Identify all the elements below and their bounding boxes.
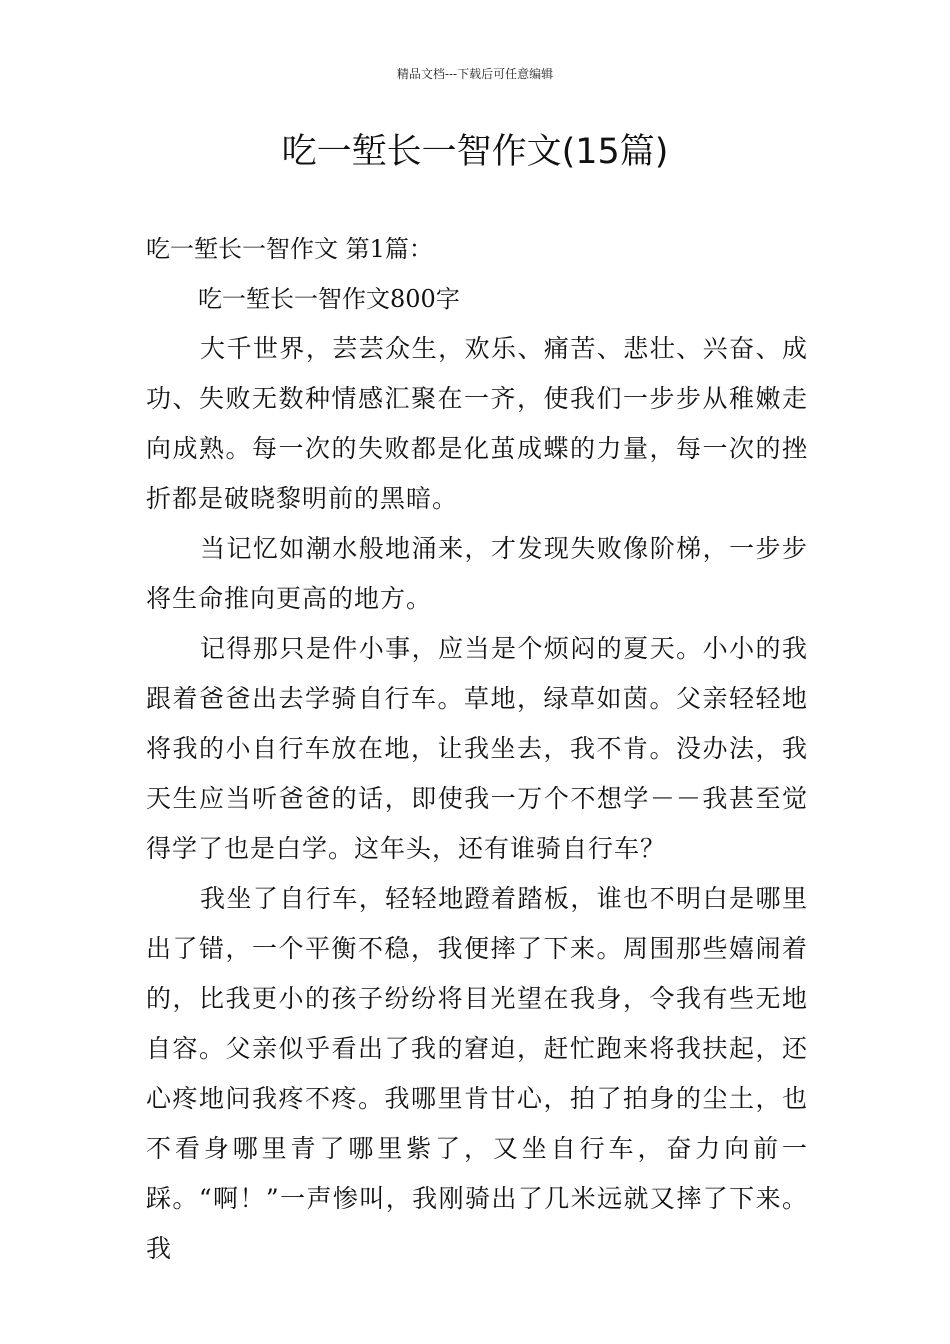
section-label: 吃一堑长一智作文 第1篇： xyxy=(146,235,433,263)
document-body xyxy=(146,224,808,1274)
paragraph: 大千世界，芸芸众生，欢乐、痛苦、悲壮、兴奋、成功、失败无数种情感汇聚在一齐，使我们一步步从稚嫩走向成熟。每一次的失败都是化茧成蝶的力量，每一次的挫折都是破晓黎明前的黑暗。 xyxy=(146,334,808,513)
essay-subtitle: 吃一堑长一智作文800字 xyxy=(198,285,460,313)
header-note: 精品文档---下载后可任意编辑 xyxy=(396,67,554,81)
paragraph: 记得那只是件小事，应当是个烦闷的夏天。小小的我跟着爸爸出去学骑自行车。草地，绿草如茵。父亲轻轻地将我的小自行车放在地，让我坐去，我不肯。没办法，我天生应当听爸爸的话，即使我一万个不想学－－我甚至觉得学了也是白学。这年头，还有谁骑自行车？ xyxy=(146,634,808,863)
paragraph: 我坐了自行车，轻轻地蹬着踏板，谁也不明白是哪里出了错，一个平衡不稳，我便摔了下来。周围那些嬉闹着的，比我更小的孩子纷纷将目光望在我身，令我有些无地自容。父亲似乎看出了我的窘迫，赶忙跑来将我扶起，还心疼地问我疼不疼。我哪里肯甘心，拍了拍身的尘土，也不看身哪里青了哪里紫了，又坐自行车，奋力向前一踩。“啊！”一声惨叫，我刚骑出了几米远就又摔了下来。我 xyxy=(146,884,808,1263)
document-title: 吃一堑长一智作文(15篇) xyxy=(281,132,669,172)
paragraph: 当记忆如潮水般地涌来，才发现失败像阶梯，一步步将生命推向更高的地方。 xyxy=(146,534,808,613)
